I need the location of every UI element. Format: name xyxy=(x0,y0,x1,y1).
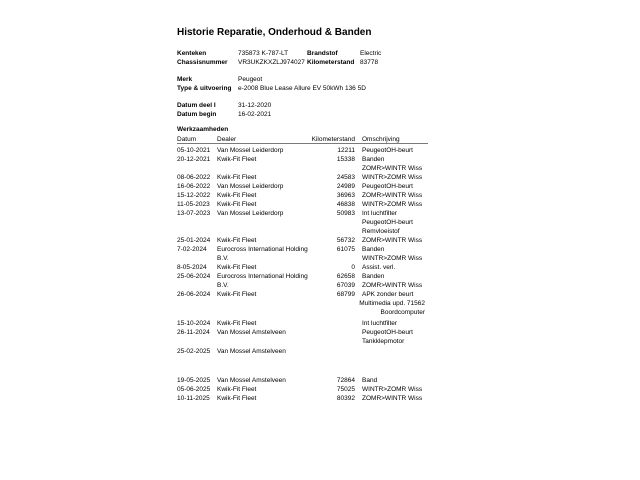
work-kilometerstand: 80392 xyxy=(336,395,355,402)
work-datum xyxy=(177,281,217,290)
work-omschrijving: Band xyxy=(362,377,378,384)
work-omschrijving: Int luchtfilter xyxy=(362,210,398,217)
work-kilometerstand xyxy=(309,328,355,337)
work-kilometerstand: 24989 xyxy=(336,183,355,190)
work-kilometerstand: 72864 xyxy=(336,377,355,384)
work-datum: 15-10-2024 xyxy=(177,320,211,327)
work-datum: 13-07-2023 xyxy=(177,210,211,217)
work-kilometerstand: 67039 xyxy=(336,282,355,289)
work-dealer: Kwik-Fit Fleet xyxy=(217,264,257,271)
work-omschrijving: ZOMR>WINTR Wiss xyxy=(362,192,423,199)
work-dealer: Kwik-Fit Fleet xyxy=(217,156,257,163)
work-omschrijving: WINTR>ZOMR Wiss xyxy=(362,386,423,393)
work-row xyxy=(177,254,428,263)
field-value: 31-12-2020 xyxy=(238,102,272,109)
work-kilometerstand xyxy=(309,347,355,356)
work-dealer: Van Mossel Amstelveen xyxy=(217,329,286,336)
work-row-note: Multimedia upd. 71562 xyxy=(359,300,425,307)
work-omschrijving: ZOMR>WINTR Wiss xyxy=(362,282,423,289)
work-row xyxy=(177,290,428,299)
work-dealer: B.V. xyxy=(217,255,229,262)
field-value: 16-02-2021 xyxy=(238,111,272,118)
work-row xyxy=(177,328,428,337)
work-omschrijving: PeugeotOH-beurt xyxy=(362,329,413,336)
work-omschrijving: PeugeotOH-beurt xyxy=(362,147,413,154)
work-row xyxy=(177,236,428,245)
work-kilometerstand: 46838 xyxy=(336,201,355,208)
work-datum xyxy=(177,227,217,236)
work-dealer: Van Mossel Leiderdorp xyxy=(217,210,284,217)
work-row xyxy=(177,173,428,182)
work-datum xyxy=(177,254,217,263)
work-kilometerstand: 0 xyxy=(351,264,355,271)
work-kilometerstand: 15338 xyxy=(336,156,355,163)
field-value: 735873 K-787-LT xyxy=(238,50,289,57)
work-datum: 11-05-2023 xyxy=(177,201,210,208)
table-spacer xyxy=(177,356,428,376)
column-header-datum: Datum xyxy=(177,136,197,143)
work-dealer: Kwik-Fit Fleet xyxy=(217,291,257,298)
work-kilometerstand xyxy=(309,218,355,227)
work-dealer: Kwik-Fit Fleet xyxy=(217,320,257,327)
field-label: Merk xyxy=(177,76,193,83)
work-omschrijving: ZOMR>WINTR Wiss xyxy=(362,237,423,244)
info-row xyxy=(177,84,366,93)
info-row xyxy=(177,101,307,110)
work-kilometerstand xyxy=(309,337,355,346)
work-dealer xyxy=(217,164,309,173)
work-row xyxy=(177,263,428,272)
work-row xyxy=(177,385,428,394)
field-label: Brandstof xyxy=(307,50,338,57)
work-dealer: Kwik-Fit Fleet xyxy=(217,237,257,244)
work-datum: 25-06-2024 xyxy=(177,273,211,280)
vehicle-model-section xyxy=(177,75,366,93)
work-dealer xyxy=(217,218,309,227)
work-dealer: Kwik-Fit Fleet xyxy=(217,386,257,393)
work-datum: 20-12-2021 xyxy=(177,156,211,163)
work-datum: 8-05-2024 xyxy=(177,264,207,271)
vehicle-ident-section xyxy=(177,49,381,67)
field-value: 83778 xyxy=(360,59,379,66)
work-omschrijving: Banden xyxy=(362,273,385,280)
work-datum: 15-12-2022 xyxy=(177,192,211,199)
work-datum xyxy=(177,218,217,227)
work-omschrijving: WINTR>ZOMR Wiss xyxy=(362,174,423,181)
work-row xyxy=(177,209,428,218)
field-label: Chassisnummer xyxy=(177,59,228,66)
work-row-note: Boordcomputer xyxy=(380,309,425,316)
work-kilometerstand: 68799 xyxy=(336,291,355,298)
work-dealer: Kwik-Fit Fleet xyxy=(217,192,257,199)
work-row xyxy=(177,394,428,403)
info-row xyxy=(177,58,381,67)
work-omschrijving: WINTR>ZOMR Wiss xyxy=(362,255,423,262)
werkzaamheden-heading: Werkzaamheden xyxy=(177,126,229,133)
work-row xyxy=(177,146,428,155)
table-header-rule xyxy=(177,143,428,144)
field-label: Kenteken xyxy=(177,50,207,57)
work-kilometerstand: 62658 xyxy=(336,273,355,280)
work-row xyxy=(177,347,428,356)
column-header-omschrijving: Omschrijving xyxy=(362,136,400,143)
work-dealer: Kwik-Fit Fleet xyxy=(217,201,257,208)
work-dealer xyxy=(217,337,309,346)
work-datum: 25-02-2025 xyxy=(177,348,211,355)
info-row xyxy=(177,49,381,58)
info-row xyxy=(177,110,307,119)
work-row xyxy=(177,227,428,236)
work-kilometerstand: 36963 xyxy=(336,192,355,199)
work-row xyxy=(177,218,428,227)
work-kilometerstand xyxy=(309,319,355,328)
work-datum: 16-06-2022 xyxy=(177,183,211,190)
work-datum: 25-01-2024 xyxy=(177,237,211,244)
info-row xyxy=(177,75,307,84)
work-datum: 05-06-2025 xyxy=(177,386,211,393)
work-kilometerstand: 75025 xyxy=(336,386,355,393)
work-dealer: Van Mossel Amstelveen xyxy=(217,377,286,384)
work-dealer xyxy=(217,227,309,236)
work-dealer: Eurocross International Holding xyxy=(217,246,308,253)
column-header-dealer: Dealer xyxy=(217,136,237,143)
work-dealer: Kwik-Fit Fleet xyxy=(217,174,257,181)
work-omschrijving: Int luchtfilter xyxy=(362,320,398,327)
work-dealer: Van Mossel Leiderdorp xyxy=(217,183,284,190)
work-datum: 05-10-2021 xyxy=(177,147,211,154)
work-omschrijving: Remvloeistof xyxy=(362,228,400,235)
work-kilometerstand: 24583 xyxy=(336,174,355,181)
work-row xyxy=(177,164,428,173)
work-omschrijving: PeugeotOH-beurt xyxy=(362,183,413,190)
work-omschrijving: PeugeotOH-beurt xyxy=(362,219,413,226)
work-dealer: Kwik-Fit Fleet xyxy=(217,395,257,402)
work-omschrijving: APK zonder beurt xyxy=(362,291,414,298)
work-datum: 26-11-2024 xyxy=(177,329,210,336)
work-kilometerstand: 50983 xyxy=(336,210,355,217)
work-row xyxy=(177,337,428,346)
work-datum: 26-06-2024 xyxy=(177,291,211,298)
work-omschrijving: Assist. verl. xyxy=(362,264,396,271)
work-omschrijving: Banden xyxy=(362,156,385,163)
work-datum: 08-06-2022 xyxy=(177,174,211,181)
work-kilometerstand: 12211 xyxy=(337,147,355,154)
work-dealer: Van Mossel Leiderdorp xyxy=(217,147,284,154)
work-omschrijving: WINTR>ZOMR Wiss xyxy=(362,201,423,208)
work-omschrijving: ZOMR>WINTR Wiss xyxy=(362,165,423,172)
work-row xyxy=(177,200,428,209)
work-datum xyxy=(177,337,217,346)
werkzaamheden-body xyxy=(177,146,428,403)
work-row xyxy=(177,376,428,385)
work-row xyxy=(177,155,428,164)
work-datum: 10-11-2025 xyxy=(177,395,210,402)
column-header-kilometerstand: Kilometerstand xyxy=(311,136,355,143)
field-label: Kilometerstand xyxy=(307,59,355,66)
work-dealer: B.V. xyxy=(217,282,229,289)
work-omschrijving: Tankklepmotor xyxy=(362,338,405,345)
field-value: Peugeot xyxy=(238,76,263,83)
work-datum xyxy=(177,164,217,173)
work-row xyxy=(177,245,428,254)
work-row xyxy=(177,272,428,281)
work-omschrijving: ZOMR>WINTR Wiss xyxy=(362,395,423,402)
work-kilometerstand xyxy=(309,227,355,236)
work-kilometerstand xyxy=(309,164,355,173)
work-dealer: Van Mossel Amstelveen xyxy=(217,348,286,355)
page-title: Historie Reparatie, Onderhoud & Banden xyxy=(177,27,372,38)
work-row xyxy=(177,182,428,191)
vehicle-dates-section xyxy=(177,101,307,119)
work-row xyxy=(177,281,428,290)
work-datum: 19-05-2025 xyxy=(177,377,211,384)
work-row xyxy=(177,319,428,328)
field-value: Electric xyxy=(360,50,382,57)
field-value: VR3UKZKXZLJ974027 xyxy=(238,59,305,66)
work-kilometerstand: 56732 xyxy=(336,237,355,244)
work-dealer: Eurocross International Holding xyxy=(217,273,308,280)
work-kilometerstand: 61075 xyxy=(336,246,355,253)
work-row xyxy=(177,191,428,200)
field-label: Datum begin xyxy=(177,111,217,118)
work-kilometerstand xyxy=(309,254,355,263)
work-datum: 7-02-2024 xyxy=(177,246,207,253)
field-value: e-2008 Blue Lease Allure EV 50kWh 136 5D xyxy=(238,85,366,92)
field-label: Type & uitvoering xyxy=(177,85,232,92)
field-label: Datum deel I xyxy=(177,102,216,109)
work-omschrijving: Banden xyxy=(362,246,385,253)
